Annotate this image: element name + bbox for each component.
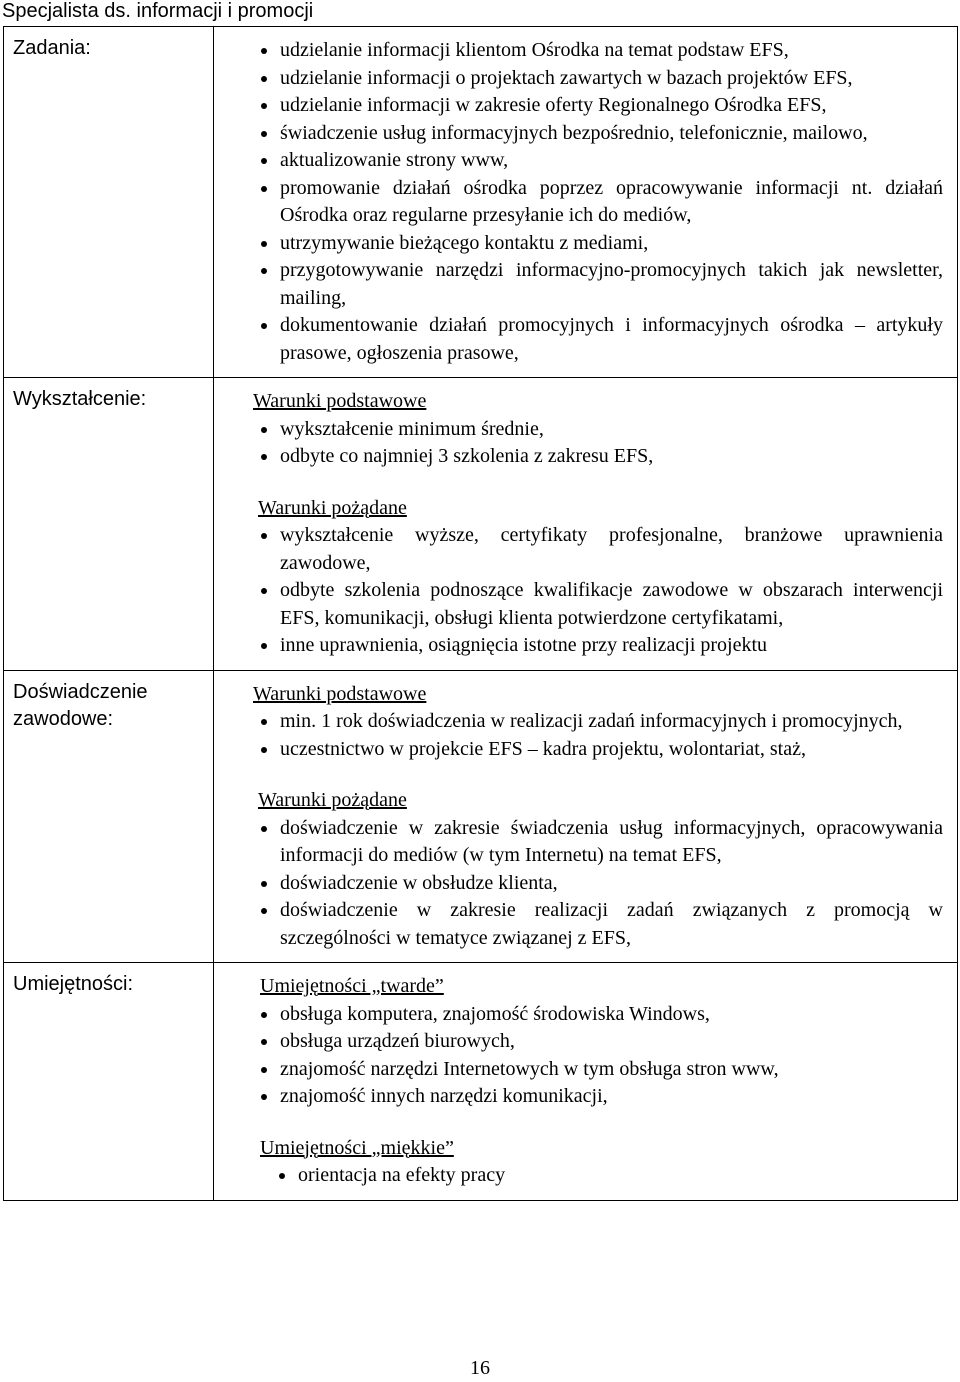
row-doswiadczenie — [4, 670, 958, 963]
spacer — [254, 1111, 943, 1135]
list-item: • min. 1 rok doświadczenia w realizacji zadań informacyjnych i promocyjnych, — [279, 708, 943, 736]
row-zadania — [4, 27, 958, 378]
section-title-desired: Warunki pożądane — [258, 496, 407, 519]
wyksztalcenie-desired-list — [254, 522, 943, 660]
content-zadania — [214, 27, 958, 378]
list-item: • doświadczenie w obsłudze klienta, — [279, 870, 943, 898]
list-item: • dokumentowanie działań promocyjnych i informacyjnych ośrodka – artykuły prasowe, ogłoszenia prasowe, — [279, 312, 943, 367]
label-doswiadczenie — [4, 670, 214, 963]
doswiadczenie-desired-list — [254, 815, 943, 953]
list-item: • aktualizowanie strony www, — [279, 147, 943, 175]
list-item: • utrzymywanie bieżącego kontaktu z mediami, — [279, 230, 943, 258]
page-number: 16 — [470, 1357, 490, 1379]
row-umiejetnosci — [4, 963, 958, 1201]
list-item: • udzielanie informacji o projektach zawartych w bazach projektów EFS, — [279, 65, 943, 93]
soft-skills-list — [254, 1162, 943, 1190]
list-item: • wykształcenie wyższe, certyfikaty profesjonalne, branżowe uprawnienia zawodowe, — [279, 522, 943, 577]
list-item: • znajomość innych narzędzi komunikacji, — [279, 1083, 943, 1111]
list-item: • udzielanie informacji w zakresie oferty Regionalnego Ośrodka EFS, — [279, 92, 943, 120]
section-title-basic: Warunki podstawowe — [253, 390, 427, 412]
list-item: • obsługa komputera, znajomość środowiska Windows, — [279, 1001, 943, 1029]
zadania-list — [254, 37, 943, 367]
spacer — [254, 471, 943, 495]
label-wyksztalcenie: Wykształcenie: — [4, 378, 214, 671]
list-item: • promowanie działań ośrodka poprzez opracowywanie informacji nt. działań Ośrodka oraz regularne przesyłanie ich do mediów, — [279, 175, 943, 230]
label-umiejetnosci: Umiejętności: — [4, 963, 214, 1201]
list-item: • udzielanie informacji klientom Ośrodka na temat podstaw EFS, — [279, 37, 943, 65]
list-item: • świadczenie usług informacyjnych bezpośrednio, telefonicznie, mailowo, — [279, 120, 943, 148]
label-line: Doświadczenie — [13, 680, 148, 703]
list-item: • obsługa urządzeń biurowych, — [279, 1028, 943, 1056]
wyksztalcenie-basic-list — [254, 416, 943, 471]
list-item: • wykształcenie minimum średnie, — [279, 416, 943, 444]
label-zadania: Zadania: — [4, 27, 214, 378]
list-item: • orientacja na efekty pracy — [297, 1162, 943, 1190]
list-item: • doświadczenie w zakresie świadczenia usług informacyjnych, opracowywania informacji do mediów (w tym Internetu) na temat EFS, — [279, 815, 943, 870]
content-doswiadczenie — [214, 670, 958, 963]
spacer — [254, 763, 943, 787]
section-title-desired: Warunki pożądane — [258, 789, 407, 811]
list-item: • przygotowywanie narzędzi informacyjno-promocyjnych takich jak newsletter, mailing, — [279, 257, 943, 312]
section-title-hard-skills: Umiejętności „twarde” — [260, 975, 444, 997]
label-line: zawodowe: — [13, 707, 114, 730]
content-wyksztalcenie — [214, 378, 958, 671]
doswiadczenie-basic-list — [254, 708, 943, 763]
page-header-title: Specjalista ds. informacji i promocji — [2, 0, 314, 22]
section-title-basic: Warunki podstawowe — [253, 682, 427, 705]
list-item: • odbyte co najmniej 3 szkolenia z zakresu EFS, — [279, 443, 943, 471]
row-wyksztalcenie — [4, 378, 958, 671]
job-requirements-table — [3, 26, 958, 1201]
list-item: • inne uprawnienia, osiągnięcia istotne przy realizacji projektu — [279, 632, 943, 660]
list-item: • uczestnictwo w projekcie EFS – kadra projektu, wolontariat, staż, — [279, 736, 943, 764]
list-item: • odbyte szkolenia podnoszące kwalifikacje zawodowe w obszarach interwencji EFS, komunikacji, obsługi klienta potwierdzone certyfikatami, — [279, 577, 943, 632]
content-umiejetnosci — [214, 963, 958, 1201]
list-item: • doświadczenie w zakresie realizacji zadań związanych z promocją w szczególności w tematyce związanej z EFS, — [279, 897, 943, 952]
section-title-soft-skills: Umiejętności „miękkie” — [260, 1136, 454, 1159]
list-item: • znajomość narzędzi Internetowych w tym obsługa stron www, — [279, 1056, 943, 1084]
hard-skills-list — [254, 1001, 943, 1111]
